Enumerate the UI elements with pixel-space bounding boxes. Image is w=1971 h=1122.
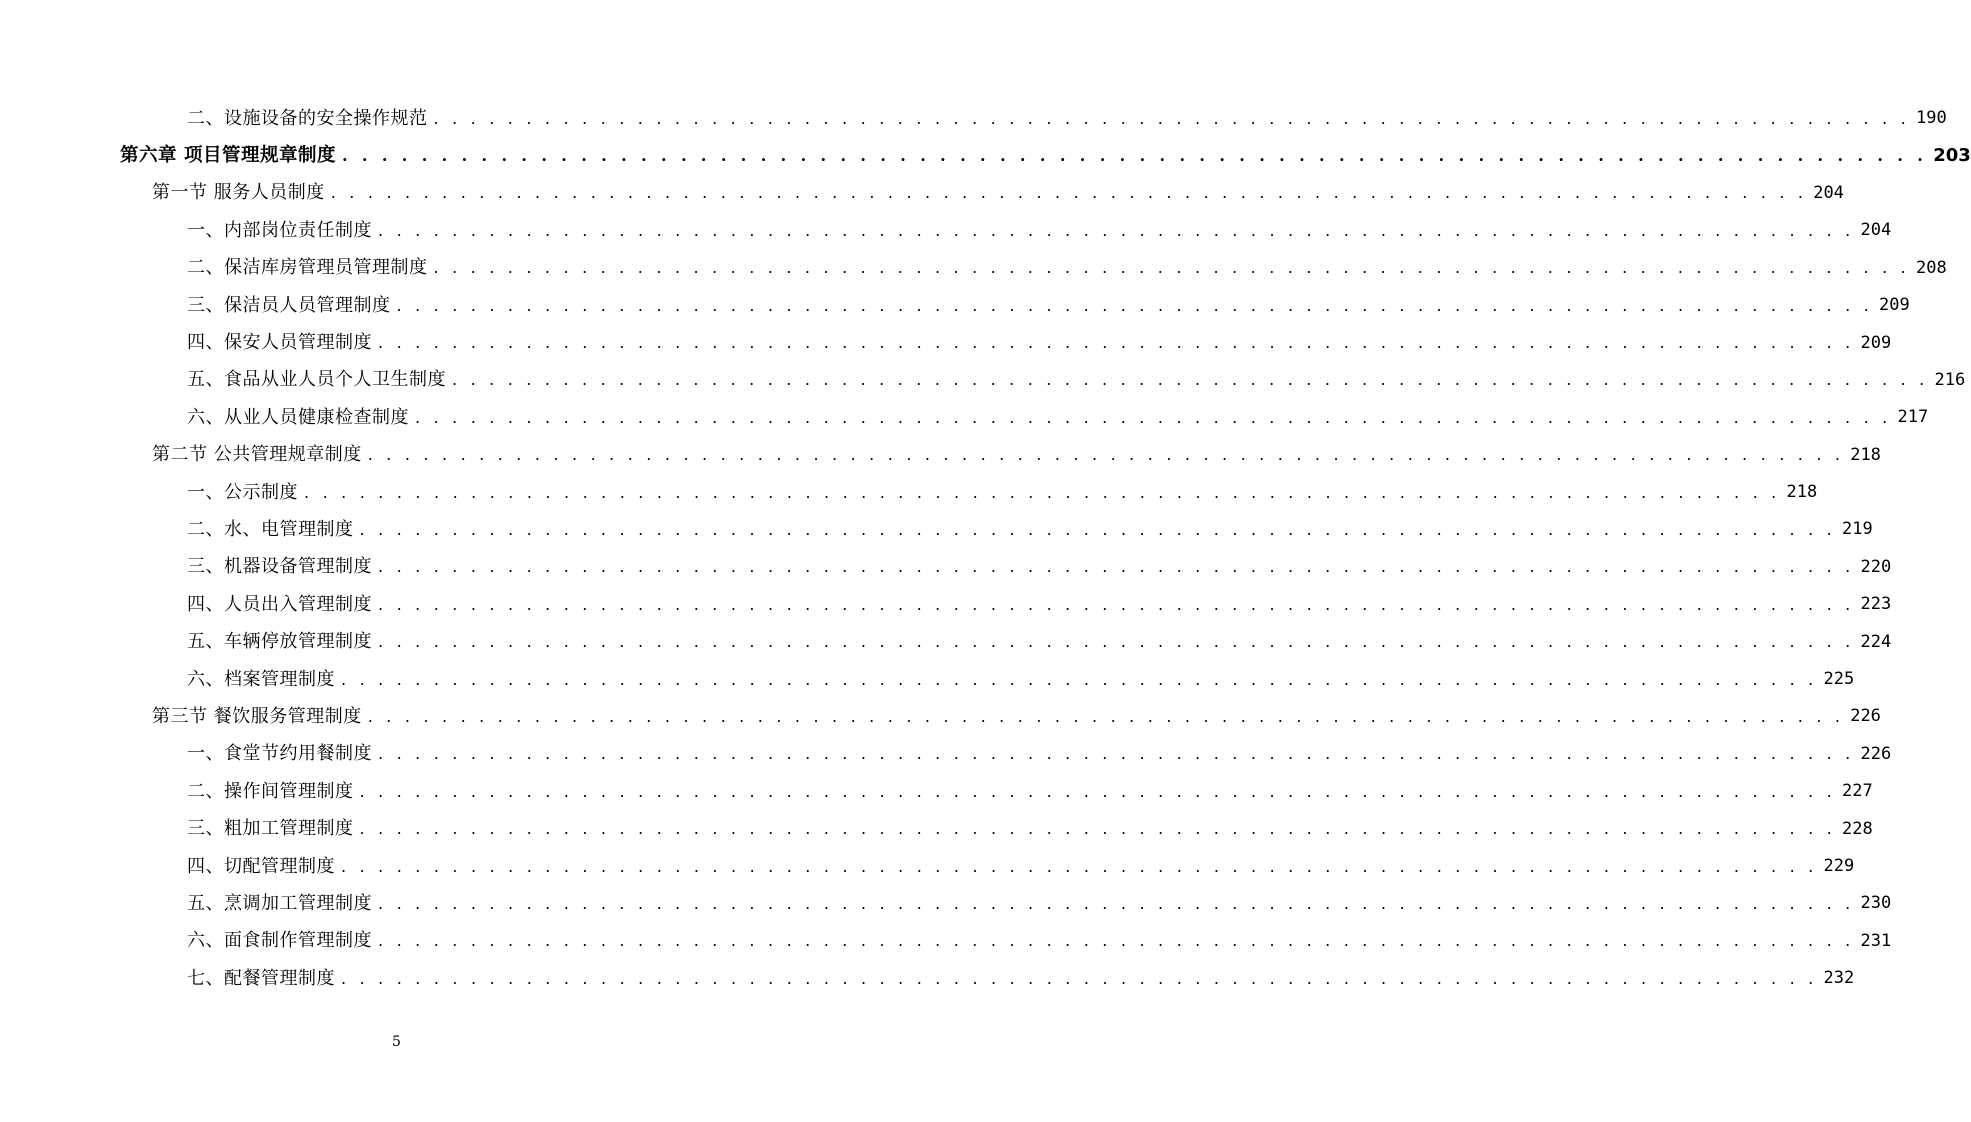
toc-subsection-entry[interactable] bbox=[0, 736, 1892, 773]
toc-entry-title: 第一节 服务人员制度 bbox=[152, 182, 325, 204]
toc-entry-page: 209 bbox=[1878, 295, 1910, 316]
toc-entry-page: 229 bbox=[1823, 856, 1855, 876]
toc-entry-title: 六、从业人员健康检查制度 bbox=[187, 406, 409, 428]
toc-subsection-entry[interactable] bbox=[0, 250, 1947, 287]
toc-entry-page: 230 bbox=[1860, 893, 1892, 914]
toc-dot-leader: . . . . . . . . . . . . . . . . . . . . . . . . . . . . . . . . . . . . . . . . . . . . . . . . . . . . . . . . . . . . . . . . . . . . . . . . . . . . . . . . bbox=[378, 744, 1855, 764]
toc-entry-title: 二、水、电管理制度 bbox=[187, 518, 354, 540]
toc-subsection-entry[interactable] bbox=[0, 923, 1892, 960]
toc-entry-title: 六、面食制作管理制度 bbox=[187, 930, 372, 952]
toc-entry-page: 224 bbox=[1860, 631, 1892, 652]
toc-dot-leader: . . . . . . . . . . . . . . . . . . . . . . . . . . . . . . . . . . . . . . . . . . . . . . . . . . . . . . . . . . . . . . . . . . . . . . . . . . . . . . . . bbox=[433, 108, 1910, 128]
toc-entry-page: 227 bbox=[1841, 781, 1873, 802]
toc-entry-page: 204 bbox=[1813, 182, 1844, 203]
toc-subsection-entry[interactable] bbox=[0, 100, 1947, 137]
page-number: 5 bbox=[392, 1034, 401, 1050]
toc-dot-leader: . . . . . . . . . . . . . . . . . . . . . . . . . . . . . . . . . . . . . . . . . . . . . . . . . . . . . . . . . . . . . . . . . . . . . . . . . . . . . . . . bbox=[341, 968, 1818, 988]
toc-entry-title: 三、机器设备管理制度 bbox=[187, 556, 372, 578]
toc-dot-leader: . . . . . . . . . . . . . . . . . . . . . . . . . . . . . . . . . . . . . . . . . . . . . . . . . . . . . . . . . . . . . . . . . . . . . . . . . . . . . . . . bbox=[415, 407, 1892, 427]
toc-entry-page: 190 bbox=[1915, 108, 1947, 129]
toc-dot-leader: . . . . . . . . . . . . . . . . . . . . . . . . . . . . . . . . . . . . . . . . . . . . . . . . . . . . . . . . . . . . . . . . . . . . . . . . . . . . . . . . bbox=[396, 295, 1873, 315]
toc-subsection-entry[interactable] bbox=[0, 549, 1892, 586]
toc-subsection-entry[interactable] bbox=[0, 810, 1873, 847]
toc-dot-leader: . . . . . . . . . . . . . . . . . . . . . . . . . . . . . . . . . . . . . . . . . . . . . . . . . . . . . . . . . . . . . . . . . . . . . . . . . . . . . . . . bbox=[304, 482, 1781, 502]
toc-chapter-entry[interactable] bbox=[0, 137, 1971, 174]
toc-dot-leader: . . . . . . . . . . . . . . . . . . . . . . . . . . . . . . . . . . . . . . . . . . . . . . . . . . . . . . . . . . . . . . . . . . . . . . . . . . . . . . . . bbox=[378, 594, 1855, 614]
toc-entry-page: 208 bbox=[1915, 257, 1947, 278]
toc-entry-title: 一、公示制度 bbox=[187, 481, 298, 503]
toc-entry-page: 209 bbox=[1860, 332, 1892, 353]
toc-subsection-entry[interactable] bbox=[0, 848, 1855, 885]
toc-subsection-entry[interactable] bbox=[0, 362, 1966, 399]
toc-entry-page: 217 bbox=[1897, 407, 1929, 428]
toc-entry-page: 232 bbox=[1823, 968, 1855, 989]
toc-subsection-entry[interactable] bbox=[0, 586, 1892, 623]
toc-subsection-entry[interactable] bbox=[0, 212, 1892, 249]
toc-dot-leader: . . . . . . . . . . . . . . . . . . . . . . . . . . . . . . . . . . . . . . . . . . . . . . . . . . . . . . . . . . . . . . . . . . . . . . . . . . . . . . . . bbox=[378, 931, 1855, 951]
toc-entry-page: 223 bbox=[1860, 594, 1892, 615]
toc-entry-title: 七、配餐管理制度 bbox=[187, 967, 335, 989]
toc-entry-page: 219 bbox=[1841, 519, 1873, 540]
toc-entry-page: 220 bbox=[1860, 556, 1892, 577]
toc-entry-title: 二、设施设备的安全操作规范 bbox=[187, 107, 428, 129]
toc-dot-leader: . . . . . . . . . . . . . . . . . . . . . . . . . . . . . . . . . . . . . . . . . . . . . . . . . . . . . . . . . . . . . . . . . . . . . . . . . . . . . . . . bbox=[433, 258, 1910, 278]
toc-section-entry[interactable] bbox=[0, 437, 1881, 474]
toc-subsection-entry[interactable] bbox=[0, 399, 1929, 436]
toc-entry-page: 218 bbox=[1786, 482, 1818, 503]
toc-subsection-entry[interactable] bbox=[0, 324, 1892, 361]
toc-subsection-entry[interactable] bbox=[0, 287, 1910, 324]
toc-entry-page: 226 bbox=[1860, 743, 1892, 764]
toc-entry-page: 204 bbox=[1860, 220, 1892, 241]
toc-subsection-entry[interactable] bbox=[0, 623, 1892, 660]
toc-subsection-entry[interactable] bbox=[0, 661, 1855, 698]
toc-dot-leader: . . . . . . . . . . . . . . . . . . . . . . . . . . . . . . . . . . . . . . . . . . . . . . . . . . . . . . . . . . . . . . . . . . . . . . . . . . . . . . . . bbox=[378, 557, 1855, 577]
toc-dot-leader: . . . . . . . . . . . . . . . . . . . . . . . . . . . . . . . . . . . . . . . . . . . . . . . . . . . . . . . . . . . . . . . . . . . . . . . . . . . . . . . . bbox=[378, 632, 1855, 652]
toc-entry-page: 226 bbox=[1850, 706, 1881, 727]
toc-entry-page: 231 bbox=[1860, 930, 1892, 951]
toc-entry-title: 四、人员出入管理制度 bbox=[187, 593, 372, 615]
toc-dot-leader: . . . . . . . . . . . . . . . . . . . . . . . . . . . . . . . . . . . . . . . . . . . . . . . . . . . . . . . . . . . . . . . . . . . . . . . . . . . . . . . . bbox=[359, 819, 1836, 839]
toc-entry-page: 225 bbox=[1823, 669, 1855, 690]
toc-dot-leader: . . . . . . . . . . . . . . . . . . . . . . . . . . . . . . . . . . . . . . . . . . . . . . . . . . . . . . . . . . . . . . . . . . . . . . . . . . . . . . . . bbox=[378, 333, 1855, 353]
toc-entry-title: 第六章 项目管理规章制度 bbox=[120, 144, 336, 166]
toc-entry-title: 五、车辆停放管理制度 bbox=[187, 631, 372, 653]
toc-subsection-entry[interactable] bbox=[0, 960, 1855, 997]
toc-entry-title: 五、烹调加工管理制度 bbox=[187, 892, 372, 914]
toc-entry-title: 三、粗加工管理制度 bbox=[187, 818, 354, 840]
toc-dot-leader: . . . . . . . . . . . . . . . . . . . . . . . . . . . . . . . . . . . . . . . . . . . . . . . . . . . . . . . . . . . . . . . . . . . . . . . . . . . . . . . . bbox=[341, 669, 1818, 689]
toc-dot-leader: . . . . . . . . . . . . . . . . . . . . . . . . . . . . . . . . . . . . . . . . . . . . . . . . . . . . . . . . . . . . . . . . . . . . . . . . . . . . . . . . bbox=[378, 893, 1855, 913]
toc-subsection-entry[interactable] bbox=[0, 885, 1892, 922]
toc-entry-title: 四、保安人员管理制度 bbox=[187, 332, 372, 354]
toc-entry-title: 一、食堂节约用餐制度 bbox=[187, 743, 372, 765]
toc-entry-title: 五、食品从业人员个人卫生制度 bbox=[187, 369, 446, 391]
toc-subsection-entry[interactable] bbox=[0, 511, 1873, 548]
toc-subsection-entry[interactable] bbox=[0, 773, 1873, 810]
toc-entry-title: 四、切配管理制度 bbox=[187, 855, 335, 877]
toc-section-entry[interactable] bbox=[0, 698, 1881, 735]
toc-dot-leader: . . . . . . . . . . . . . . . . . . . . . . . . . . . . . . . . . . . . . . . . . . . . . . . . . . . . . . . . . . . . . . . . . . . . . . . . . . . . . . . . bbox=[378, 220, 1855, 240]
toc-dot-leader: . . . . . . . . . . . . . . . . . . . . . . . . . . . . . . . . . . . . . . . . . . . . . . . . . . . . . . . . . . . . . . . . . . . . . . . . . . . . . . . . bbox=[359, 781, 1836, 801]
toc-dot-leader: . . . . . . . . . . . . . . . . . . . . . . . . . . . . . . . . . . . . . . . . . . . . . . . . . . . . . . . . . . . . . . . . . . . . . . . . . . . . . . . . bbox=[452, 370, 1929, 390]
toc-section-entry[interactable] bbox=[0, 175, 1844, 212]
toc-dot-leader: . . . . . . . . . . . . . . . . . . . . . . . . . . . . . . . . . . . . . . . . . . . . . . . . . . . . . . . . . . . . . . . . . . . . . . . . . . . . . . . . bbox=[341, 856, 1818, 876]
toc-entry-title: 三、保洁员人员管理制度 bbox=[187, 294, 391, 316]
toc-dot-leader: . . . . . . . . . . . . . . . . . . . . . . . . . . . . . . . . . . . . . . . . . . . . . . . . . . . . . . . . . . . . . . . . . . . . . . . . . . . . . . . . bbox=[359, 519, 1836, 539]
table-of-contents bbox=[0, 100, 1971, 997]
toc-entry-page: 228 bbox=[1841, 818, 1873, 839]
toc-entry-title: 第二节 公共管理规章制度 bbox=[152, 444, 362, 466]
toc-dot-leader: . . . . . . . . . . . . . . . . . . . . . . . . . . . . . . . . . . . . . . . . . . . . . . . . . . . . . . . . . . . . . . . . . . . . . . . . . . . . . . . . bbox=[341, 146, 1928, 166]
toc-entry-page: 218 bbox=[1850, 444, 1881, 465]
toc-dot-leader: . . . . . . . . . . . . . . . . . . . . . . . . . . . . . . . . . . . . . . . . . . . . . . . . . . . . . . . . . . . . . . . . . . . . . . . . . . . . . . . . bbox=[330, 183, 1808, 203]
toc-entry-title: 一、内部岗位责任制度 bbox=[187, 219, 372, 241]
toc-subsection-entry[interactable] bbox=[0, 474, 1818, 511]
toc-dot-leader: . . . . . . . . . . . . . . . . . . . . . . . . . . . . . . . . . . . . . . . . . . . . . . . . . . . . . . . . . . . . . . . . . . . . . . . . . . . . . . . . bbox=[367, 706, 1845, 726]
toc-dot-leader: . . . . . . . . . . . . . . . . . . . . . . . . . . . . . . . . . . . . . . . . . . . . . . . . . . . . . . . . . . . . . . . . . . . . . . . . . . . . . . . . bbox=[367, 445, 1845, 465]
toc-entry-page: 216 bbox=[1934, 369, 1966, 390]
toc-entry-title: 二、操作间管理制度 bbox=[187, 780, 354, 802]
toc-entry-page: 203 bbox=[1933, 145, 1971, 167]
toc-entry-title: 二、保洁库房管理员管理制度 bbox=[187, 257, 428, 279]
toc-entry-title: 六、档案管理制度 bbox=[187, 668, 335, 690]
toc-entry-title: 第三节 餐饮服务管理制度 bbox=[152, 705, 362, 727]
